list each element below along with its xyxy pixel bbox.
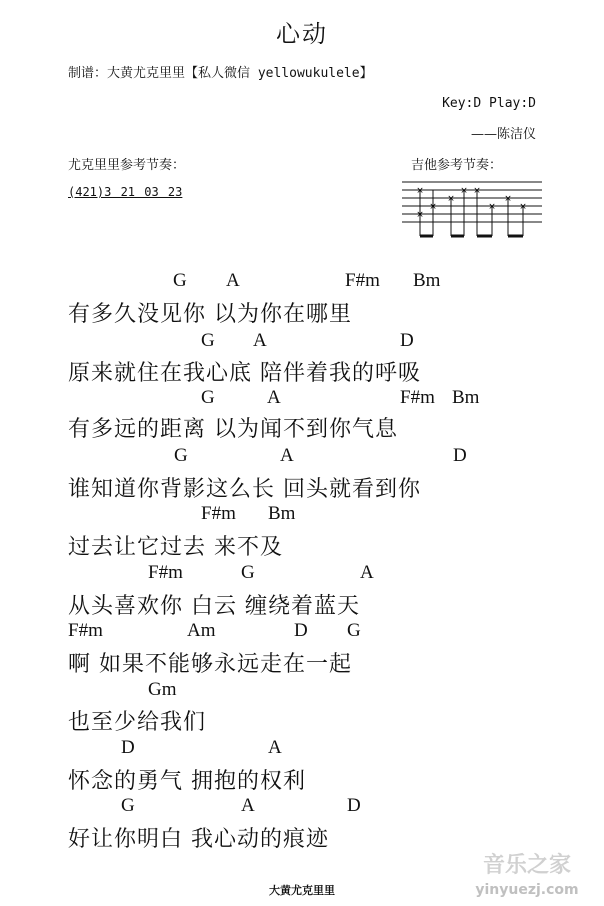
chord: G xyxy=(201,330,215,351)
song-title: 心动 xyxy=(276,20,328,48)
watermark-en: yinyuezj.com xyxy=(475,882,579,898)
chord: Bm xyxy=(413,270,441,291)
guitar-rhythm-tab xyxy=(402,178,542,240)
svg-text:×: × xyxy=(429,202,437,212)
chord-line xyxy=(0,795,604,825)
chord-line xyxy=(0,445,604,475)
chord: G xyxy=(347,620,361,641)
chord: Am xyxy=(187,620,216,641)
chord: A xyxy=(268,737,282,758)
chord: Gm xyxy=(148,679,177,700)
lyric-line: 怀念的勇气 拥抱的权利 xyxy=(68,769,306,794)
svg-text:×: × xyxy=(460,186,468,196)
ukulele-rhythm-label: 尤克里里参考节奏： xyxy=(68,158,186,173)
lyric-line: 啊 如果不能够永远走在一起 xyxy=(68,652,352,677)
chord: A xyxy=(280,445,294,466)
watermark-cn: 音乐之家 xyxy=(482,853,572,878)
chord: A xyxy=(226,270,240,291)
lyric-line: 原来就住在我心底 陪伴着我的呼吸 xyxy=(68,361,421,386)
chord: G xyxy=(121,795,135,816)
lyric-line: 过去让它过去 来不及 xyxy=(68,535,283,560)
svg-text:×: × xyxy=(488,202,496,212)
chord: F#m xyxy=(148,562,183,583)
chord: G xyxy=(173,270,187,291)
svg-text:×: × xyxy=(504,194,512,204)
chord: D xyxy=(121,737,135,758)
chord: A xyxy=(360,562,374,583)
lyric-line: 好让你明白 我心动的痕迹 xyxy=(68,827,329,852)
ukulele-rhythm-pattern: (421)3 21 03 23 xyxy=(68,185,183,199)
chord: G xyxy=(174,445,188,466)
svg-text:×: × xyxy=(473,186,481,196)
chord-line xyxy=(0,737,604,767)
chord: F#m xyxy=(400,387,435,408)
chord-line xyxy=(0,562,604,592)
artist-name: ——陈洁仪 xyxy=(470,127,536,142)
chord: A xyxy=(241,795,255,816)
chord: G xyxy=(241,562,255,583)
key-info: Key:D Play:D xyxy=(442,96,536,111)
chord: Bm xyxy=(268,503,296,524)
chord: D xyxy=(400,330,414,351)
lyric-line: 从头喜欢你 白云 缠绕着蓝天 xyxy=(68,594,360,619)
chord-line xyxy=(0,503,604,533)
chord: D xyxy=(347,795,361,816)
chord: F#m xyxy=(68,620,103,641)
chord: D xyxy=(453,445,467,466)
svg-text:×: × xyxy=(416,186,424,196)
chord: D xyxy=(294,620,308,641)
chord: F#m xyxy=(345,270,380,291)
svg-text:×: × xyxy=(416,210,424,220)
lyric-line: 也至少给我们 xyxy=(68,710,207,735)
chord: G xyxy=(201,387,215,408)
svg-text:×: × xyxy=(447,194,455,204)
lyric-line: 有多远的距离 以为闻不到你气息 xyxy=(68,417,398,442)
chord: A xyxy=(267,387,281,408)
chord: F#m xyxy=(201,503,236,524)
lyric-line: 有多久没见你 以为你在哪里 xyxy=(68,302,352,327)
svg-text:×: × xyxy=(519,202,527,212)
chord: Bm xyxy=(452,387,480,408)
lyric-line: 谁知道你背影这么长 回头就看到你 xyxy=(68,477,421,502)
chord: A xyxy=(253,330,267,351)
site-watermark xyxy=(452,848,602,900)
arranger-credit: 制谱：大黄尤克里里【私人微信 yellowukulele】 xyxy=(68,66,373,81)
footer-credit: 大黄尤克里里 xyxy=(269,884,335,897)
guitar-rhythm-label: 吉他参考节奏： xyxy=(411,158,503,173)
chord-line xyxy=(0,620,604,650)
chord-line xyxy=(0,270,604,300)
